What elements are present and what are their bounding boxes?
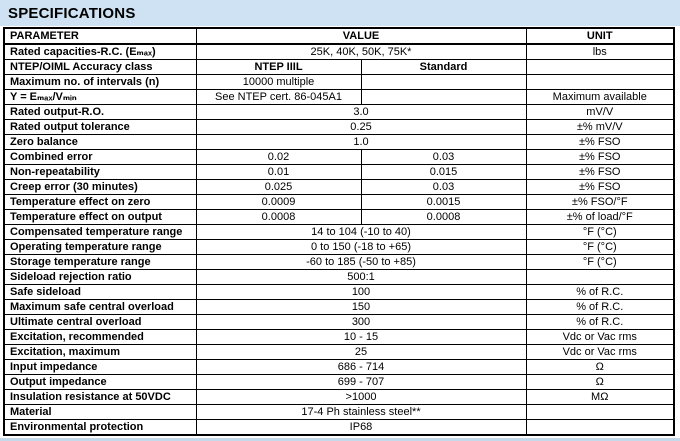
unit-cell: Vdc or Vac rms: [526, 330, 674, 345]
unit-cell: ±% mV/V: [526, 120, 674, 135]
table-row: [4, 165, 674, 180]
value-cell-left: 10000 multiple: [196, 75, 361, 90]
unit-cell: °F (°C): [526, 240, 674, 255]
parameter-cell: Maximum no. of intervals (n): [4, 75, 196, 90]
parameter-cell: Combined error: [4, 150, 196, 165]
value-cell-right: Standard: [361, 60, 526, 75]
parameter-cell: Output impedance: [4, 375, 196, 390]
table-row: [4, 315, 674, 330]
value-cell-left: 25: [196, 345, 526, 360]
unit-cell: [526, 60, 674, 75]
column-header-unit: UNIT: [526, 28, 674, 44]
unit-cell: ±% FSO: [526, 135, 674, 150]
unit-cell: ±% of load/°F: [526, 210, 674, 225]
table-row: [4, 255, 674, 270]
unit-cell: ±% FSO: [526, 150, 674, 165]
parameter-cell: Maximum safe central overload: [4, 300, 196, 315]
parameter-cell: Compensated temperature range: [4, 225, 196, 240]
unit-cell: Ω: [526, 360, 674, 375]
table-row: [4, 390, 674, 405]
unit-cell: ±% FSO: [526, 180, 674, 195]
value-cell-left: 25K, 40K, 50K, 75K*: [196, 44, 526, 60]
value-cell-left: 300: [196, 315, 526, 330]
table-row: [4, 75, 674, 90]
table-row: [4, 330, 674, 345]
value-cell-left: 0.02: [196, 150, 361, 165]
value-cell-left: >1000: [196, 390, 526, 405]
table-row: [4, 240, 674, 255]
parameter-cell: Excitation, recommended: [4, 330, 196, 345]
section-title: SPECIFICATIONS: [8, 5, 136, 22]
value-cell-left: 0.0008: [196, 210, 361, 225]
value-cell-left: 686 - 714: [196, 360, 526, 375]
parameter-cell: Insulation resistance at 50VDC: [4, 390, 196, 405]
value-cell-left: 0 to 150 (-18 to +65): [196, 240, 526, 255]
parameter-cell: Rated output tolerance: [4, 120, 196, 135]
value-cell-left: IP68: [196, 420, 526, 436]
table-row: [4, 150, 674, 165]
parameter-cell: Temperature effect on zero: [4, 195, 196, 210]
unit-cell: ±% FSO/°F: [526, 195, 674, 210]
unit-cell: MΩ: [526, 390, 674, 405]
value-cell-left: NTEP IIIL: [196, 60, 361, 75]
value-cell-left: 0.0009: [196, 195, 361, 210]
column-header-parameter: PARAMETER: [4, 28, 196, 44]
table-row: [4, 285, 674, 300]
value-cell-left: 1.0: [196, 135, 526, 150]
parameter-cell: Sideload rejection ratio: [4, 270, 196, 285]
value-cell-left: 17-4 Ph stainless steel**: [196, 405, 526, 420]
value-cell-right: [361, 90, 526, 105]
value-cell-right: 0.03: [361, 180, 526, 195]
parameter-cell: Excitation, maximum: [4, 345, 196, 360]
parameter-cell: Rated output-R.O.: [4, 105, 196, 120]
column-header-value: VALUE: [196, 28, 526, 44]
table-row: [4, 270, 674, 285]
table-row: [4, 420, 674, 436]
parameter-cell: Non-repeatability: [4, 165, 196, 180]
unit-cell: [526, 420, 674, 436]
table-row: [4, 90, 674, 105]
value-cell-left: 10 - 15: [196, 330, 526, 345]
table-row: [4, 180, 674, 195]
unit-cell: lbs: [526, 44, 674, 60]
value-cell-left: 0.01: [196, 165, 361, 180]
table-row: [4, 120, 674, 135]
parameter-cell: Safe sideload: [4, 285, 196, 300]
table-row: [4, 300, 674, 315]
value-cell-left: 0.025: [196, 180, 361, 195]
table-row: [4, 210, 674, 225]
value-cell-right: 0.0015: [361, 195, 526, 210]
value-cell-right: [361, 75, 526, 90]
table-row: [4, 405, 674, 420]
parameter-cell: NTEP/OIML Accuracy class: [4, 60, 196, 75]
table-row: [4, 105, 674, 120]
table-row: [4, 195, 674, 210]
parameter-cell: Zero balance: [4, 135, 196, 150]
unit-cell: Ω: [526, 375, 674, 390]
table-row: [4, 225, 674, 240]
parameter-cell: Creep error (30 minutes): [4, 180, 196, 195]
unit-cell: mV/V: [526, 105, 674, 120]
value-cell-left: 100: [196, 285, 526, 300]
value-cell-left: 699 - 707: [196, 375, 526, 390]
value-cell-right: 0.03: [361, 150, 526, 165]
value-cell-left: 3.0: [196, 105, 526, 120]
value-cell-left: 14 to 104 (-10 to 40): [196, 225, 526, 240]
parameter-cell: Environmental protection: [4, 420, 196, 436]
unit-cell: % of R.C.: [526, 315, 674, 330]
unit-cell: [526, 270, 674, 285]
unit-cell: % of R.C.: [526, 285, 674, 300]
table-row: [4, 375, 674, 390]
parameter-cell: Y = Eₘₐₓ/Vₘᵢₙ: [4, 90, 196, 105]
value-cell-left: See NTEP cert. 86-045A1: [196, 90, 361, 105]
value-cell-left: 500:1: [196, 270, 526, 285]
unit-cell: Vdc or Vac rms: [526, 345, 674, 360]
value-cell-right: 0.015: [361, 165, 526, 180]
value-cell-right: 0.0008: [361, 210, 526, 225]
parameter-cell: Input impedance: [4, 360, 196, 375]
unit-cell: °F (°C): [526, 255, 674, 270]
value-cell-left: 0.25: [196, 120, 526, 135]
unit-cell: ±% FSO: [526, 165, 674, 180]
parameter-cell: Material: [4, 405, 196, 420]
parameter-cell: Operating temperature range: [4, 240, 196, 255]
table-row: [4, 60, 674, 75]
table-row: [4, 135, 674, 150]
section-title-band: [0, 0, 680, 26]
parameter-cell: Storage temperature range: [4, 255, 196, 270]
unit-cell: [526, 405, 674, 420]
table-row: [4, 360, 674, 375]
unit-cell: Maximum available: [526, 90, 674, 105]
specifications-table: [3, 27, 675, 436]
value-cell-left: -60 to 185 (-50 to +85): [196, 255, 526, 270]
unit-cell: [526, 75, 674, 90]
parameter-cell: Temperature effect on output: [4, 210, 196, 225]
table-row: [4, 44, 674, 60]
parameter-cell: Rated capacities-R.C. (Eₘₐₓ): [4, 44, 196, 60]
unit-cell: % of R.C.: [526, 300, 674, 315]
value-cell-left: 150: [196, 300, 526, 315]
unit-cell: °F (°C): [526, 225, 674, 240]
table-row: [4, 345, 674, 360]
parameter-cell: Ultimate central overload: [4, 315, 196, 330]
table-header-row: [4, 28, 674, 44]
